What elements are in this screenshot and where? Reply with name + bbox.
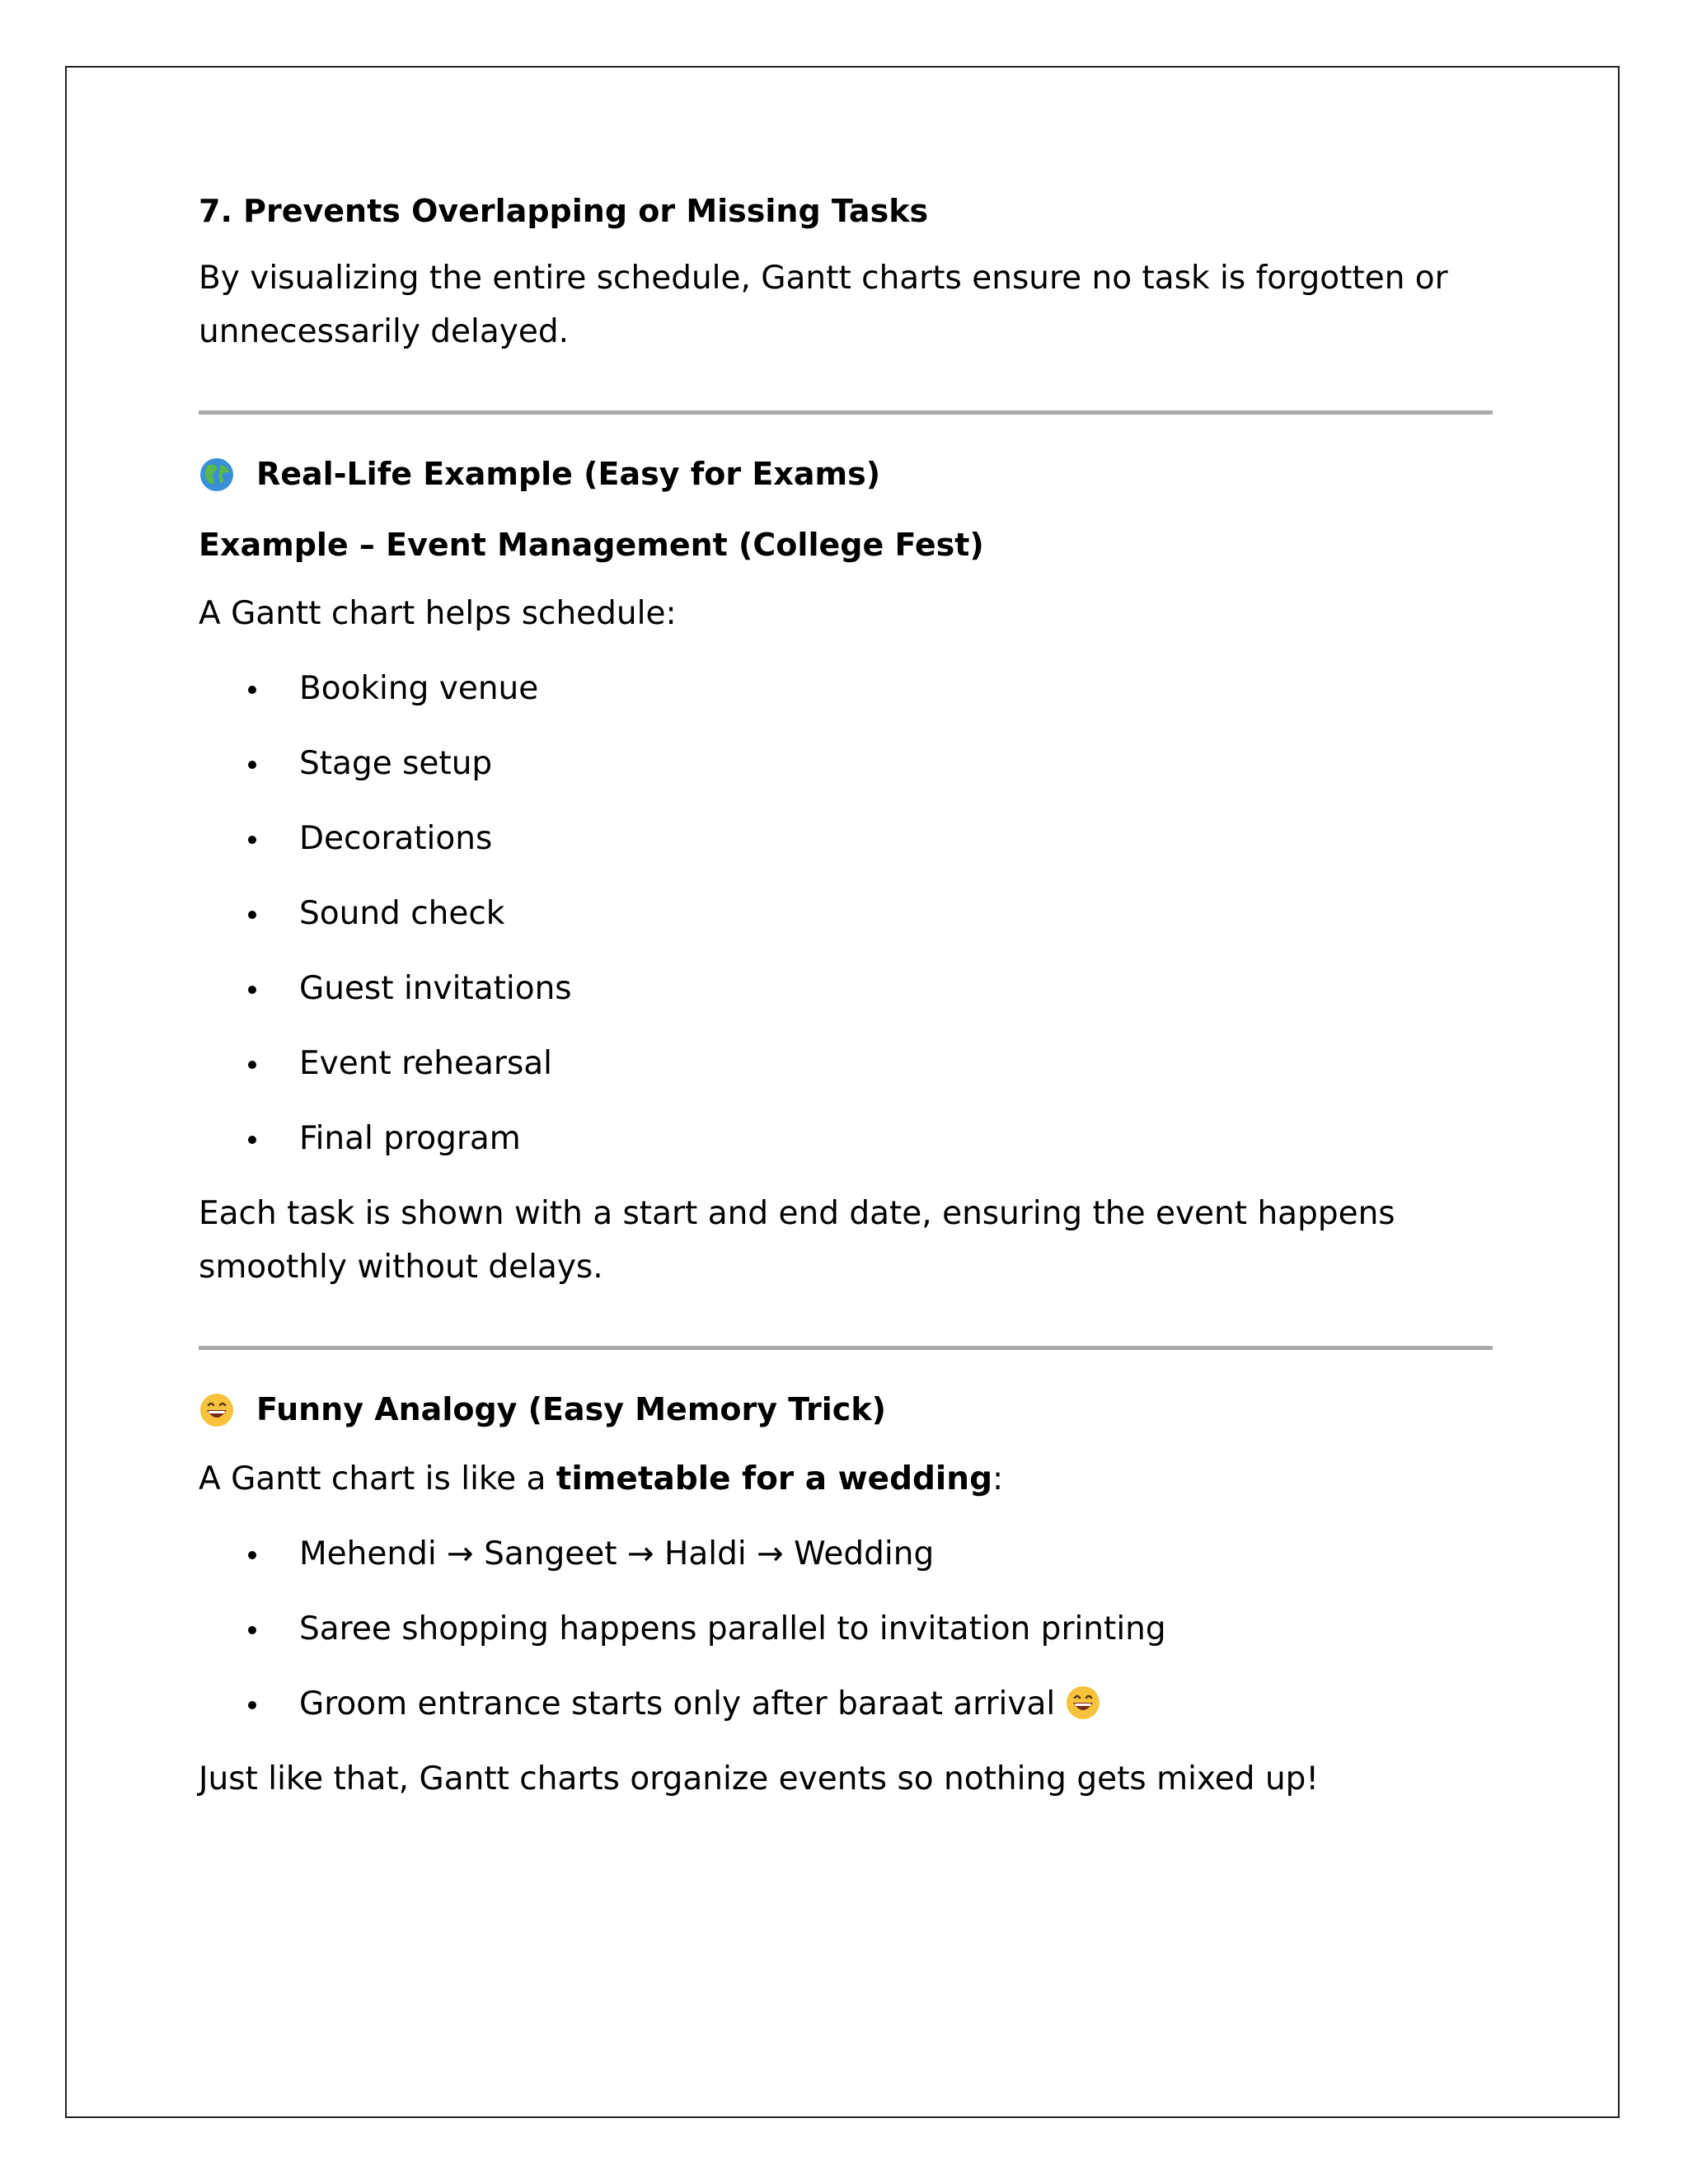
analogy-conclusion: Just like that, Gantt charts organize events so nothing gets mixed up! [199,1760,1320,1797]
example-subheading: Example – Event Management (College Fest) [199,526,984,563]
analogy-list [199,1527,1493,1731]
list-item: Event rehearsal [199,1037,1493,1090]
analogy-intro: A Gantt chart is like a timetable for a wedding: [199,1460,1004,1497]
list-item: Stage setup [199,737,1493,790]
bullet-icon [248,1136,256,1144]
bullet-icon [248,761,256,769]
bullet-icon [248,836,256,844]
list-item: Final program [199,1112,1493,1165]
example-list [199,662,1493,1165]
divider-1 [199,410,1493,415]
list-item: Mehendi → Sangeet → Haldi → Wedding [199,1527,1493,1581]
example-conclusion: Each task is shown with a start and end date, ensuring the event happens smoothly without delays. [199,1195,1395,1286]
list-item: Decorations [199,812,1493,865]
analogy-heading: Funny Analogy (Easy Memory Trick) [256,1391,886,1428]
globe-icon [199,457,235,493]
list-item: Sound check [199,887,1493,940]
section-7-heading: 7. Prevents Overlapping or Missing Tasks [199,193,929,229]
grinning-face-icon [1065,1684,1101,1720]
list-item: Booking venue [199,662,1493,715]
example-heading-row [199,454,1493,494]
section-7-body: By visualizing the entire schedule, Gantt charts ensure no task is forgotten or unnecessarily delayed. [199,260,1448,351]
document-content [199,191,1493,1806]
example-heading: Real-Life Example (Easy for Exams) [256,456,881,493]
list-item: Guest invitations [199,962,1493,1015]
bullet-icon [248,1701,256,1709]
bullet-icon [248,686,256,694]
list-item: Groom entrance starts only after baraat arrival [199,1677,1493,1731]
bullet-icon [248,986,256,994]
bullet-icon [248,1061,256,1069]
analogy-intro-bold: timetable for a wedding [556,1460,992,1497]
analogy-heading-row [199,1390,1493,1430]
bullet-icon [248,911,256,919]
bullet-icon [248,1551,256,1559]
example-intro: A Gantt chart helps schedule: [199,595,677,633]
list-item: Saree shopping happens parallel to invitation printing [199,1602,1493,1656]
grinning-face-icon [199,1392,235,1428]
bullet-icon [248,1626,256,1634]
divider-2 [199,1346,1493,1350]
